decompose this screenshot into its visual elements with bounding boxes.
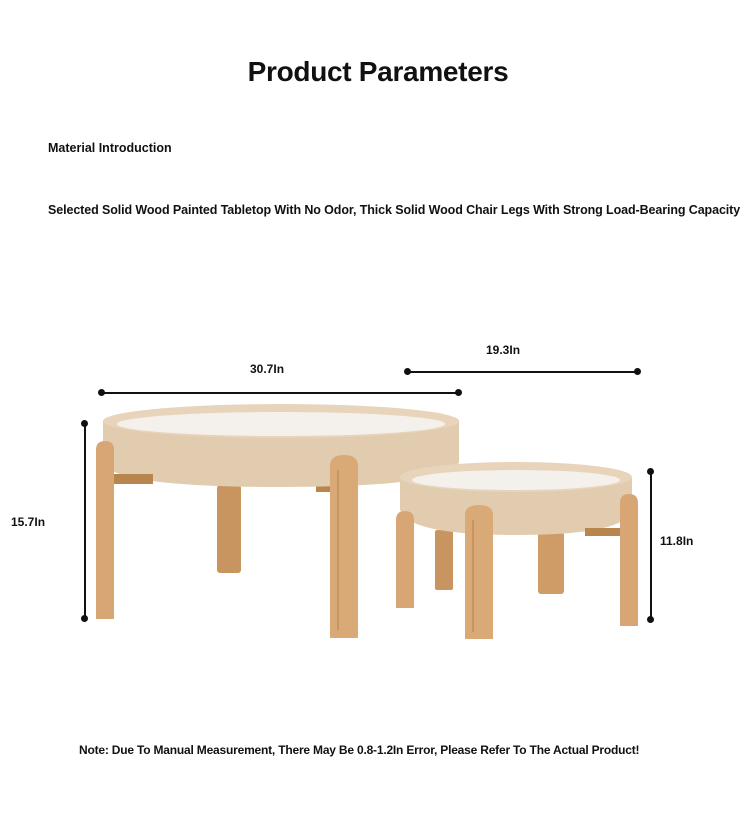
- large-width-dot-start: [98, 389, 105, 396]
- small-table-back-leg-right: [538, 532, 564, 594]
- large-height-dot-top: [81, 420, 88, 427]
- small-height-dot-bottom: [647, 616, 654, 623]
- small-table-front-leg: [465, 505, 493, 639]
- large-table-back-leg: [217, 485, 241, 573]
- small-width-dot-end: [634, 368, 641, 375]
- large-width-label: 30.7In: [250, 362, 285, 376]
- small-table-support-bar: [585, 528, 625, 536]
- small-table-back-leg: [435, 530, 453, 590]
- small-height-line: [650, 471, 652, 620]
- small-width-dot-start: [404, 368, 411, 375]
- large-width-line: [101, 392, 459, 394]
- page-title: Product Parameters: [247, 56, 509, 87]
- small-table-tray-surface: [412, 470, 620, 490]
- large-table-support-bar: [113, 474, 153, 484]
- large-table-tray-surface: [117, 412, 445, 436]
- small-width-label: 19.3In: [486, 343, 521, 357]
- large-table-front-leg: [330, 455, 358, 638]
- small-height-label: 11.8In: [660, 534, 694, 548]
- small-height-dot-top: [647, 468, 654, 475]
- large-height-line: [84, 423, 86, 619]
- measurement-note: Note: Due To Manual Measurement, There May Be 0.8-1.2In Error, Please Refer To The Actual Product!: [79, 743, 640, 757]
- large-table-left-leg: [96, 441, 114, 619]
- small-table-left-leg: [396, 511, 414, 608]
- material-description: Selected Solid Wood Painted Tabletop With No Odor, Thick Solid Wood Chair Legs With Strong Load-Bearing Capacity: [48, 203, 741, 217]
- large-width-dot-end: [455, 389, 462, 396]
- material-heading: Material Introduction: [48, 141, 172, 155]
- large-height-dot-bottom: [81, 615, 88, 622]
- small-table-right-leg: [620, 494, 638, 626]
- large-height-label: 15.7In: [11, 515, 46, 529]
- small-width-line: [407, 371, 638, 373]
